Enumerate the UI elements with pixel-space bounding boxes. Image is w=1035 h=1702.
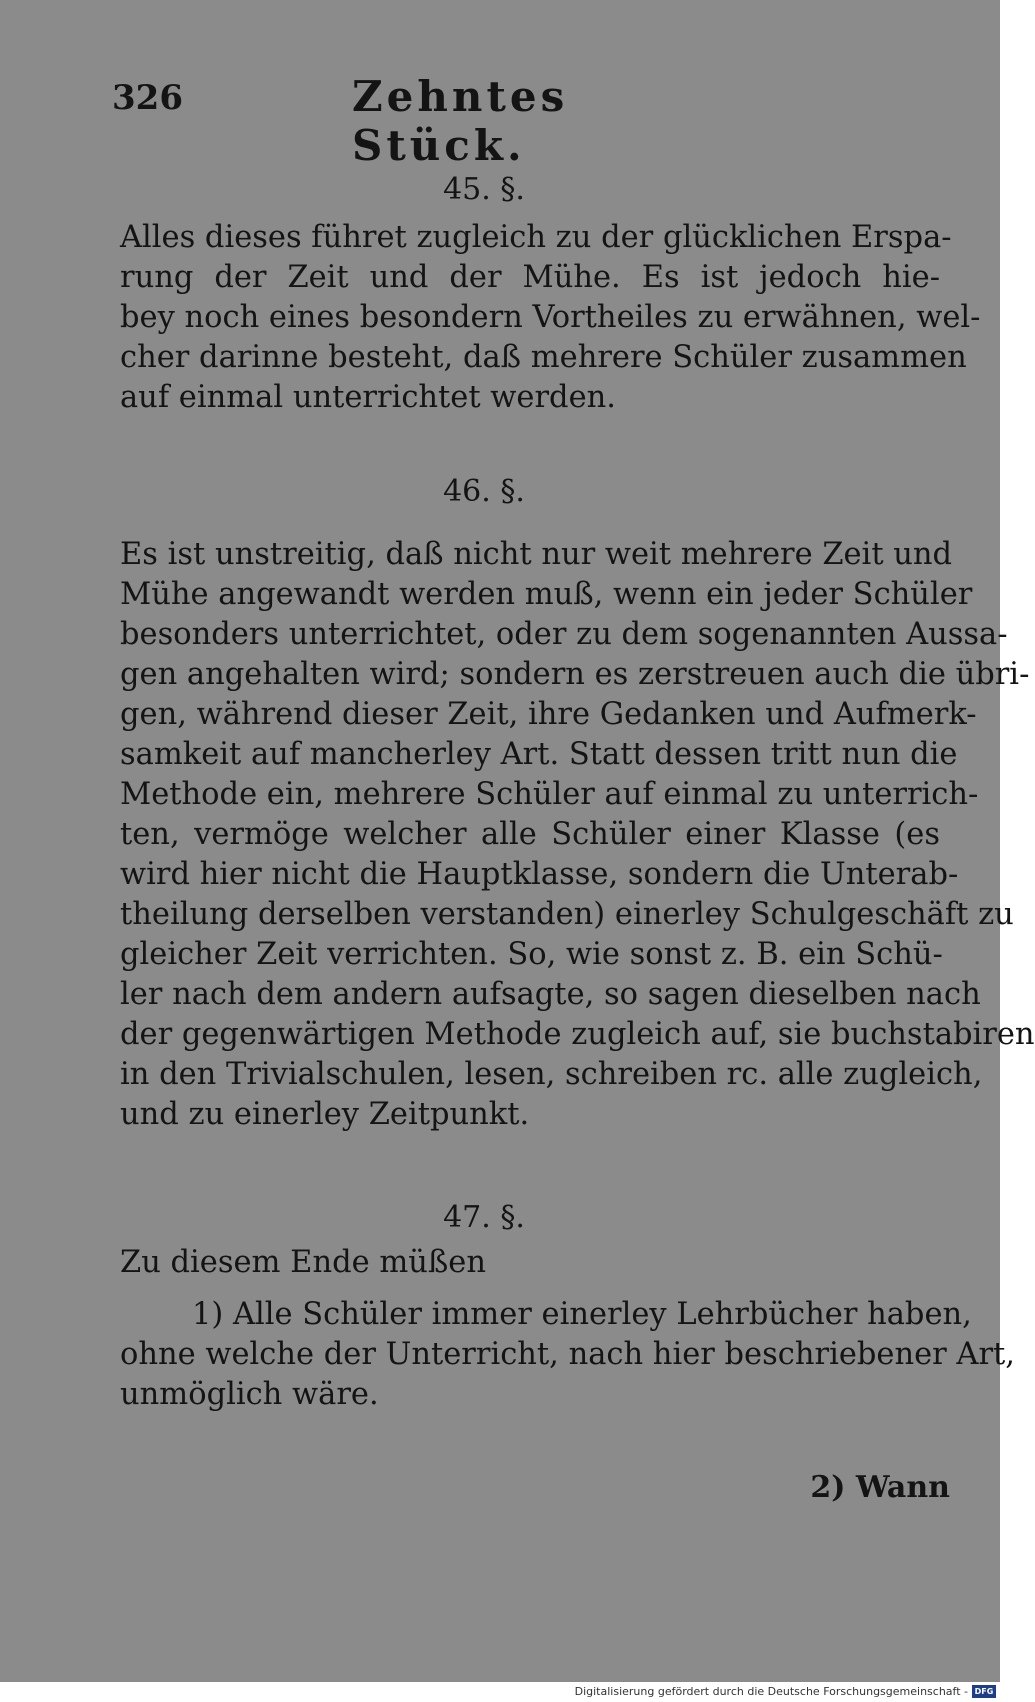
text-line: gleicher Zeit verrichten. So, wie sonst z. B. ein Schü- [120,937,943,972]
section-heading-45: 45. §. [443,172,525,207]
text-line: cher darinne besteht, daß mehrere Schüler zusammen [120,340,967,375]
text-line: samkeit auf mancherley Art. Statt dessen tritt nun die [120,737,958,772]
text-line: gen, während dieser Zeit, ihre Gedanken und Aufmerk- [120,697,977,732]
text-line: besonders unterrichtet, oder zu dem sogenannten Aussa- [120,617,1008,652]
dfg-logo-icon: DFG [972,1685,996,1698]
paragraph-45 [120,218,981,418]
text-line: Methode ein, mehrere Schüler auf einmal zu unterrich- [120,777,979,812]
text-line: rung der Zeit und der Mühe. Es ist jedoch hie- [120,260,940,295]
text-line: Es ist unstreitig, daß nicht nur weit mehrere Zeit und [120,537,953,572]
text-line: theilung derselben verstanden) einerley Schulgeschäft zu [120,897,1014,932]
text-line: bey noch eines besondern Vortheiles zu erwähnen, wel- [120,300,981,335]
footer-credit: Digitalisierung gefördert durch die Deutsche Forschungsgemeinschaft - [574,1685,968,1698]
catchword: 2) Wann [810,1470,950,1505]
running-title: Zehntes Stück. [352,72,569,170]
text-line: gen angehalten wird; sondern es zerstreuen auch die übri- [120,657,1030,692]
digitization-footer [0,1682,1000,1702]
text-line: unmöglich wäre. [120,1377,379,1412]
paragraph-47 [120,1243,1015,1415]
text-line: 1) Alle Schüler immer einerley Lehrbücher haben, [192,1297,972,1332]
text-line: wird hier nicht die Hauptklasse, sondern die Unterab- [120,857,959,892]
text-line: Mühe angewandt werden muß, wenn ein jeder Schüler [120,577,973,612]
section-heading-47: 47. §. [443,1200,525,1235]
text-line: auf einmal unterrichtet werden. [120,380,616,415]
text-line: in den Trivialschulen, lesen, schreiben rc. alle zugleich, [120,1057,983,1092]
section-heading-46: 46. §. [443,474,525,509]
text-line: Zu diesem Ende müßen [120,1245,486,1280]
text-line: ten, vermöge welcher alle Schüler einer Klasse (es [120,817,940,852]
page-number: 326 [112,78,183,118]
running-head [112,72,712,170]
text-line: und zu einerley Zeitpunkt. [120,1097,530,1132]
paragraph-46 [120,535,1035,1135]
text-line: ler nach dem andern aufsagte, so sagen dieselben nach [120,977,981,1012]
text-line: ohne welche der Unterricht, nach hier beschriebener Art, [120,1337,1015,1372]
text-line: der gegenwärtigen Methode zugleich auf, sie buchstabiren [120,1017,1035,1052]
text-line: Alles dieses führet zugleich zu der glücklichen Erspa- [120,220,952,255]
